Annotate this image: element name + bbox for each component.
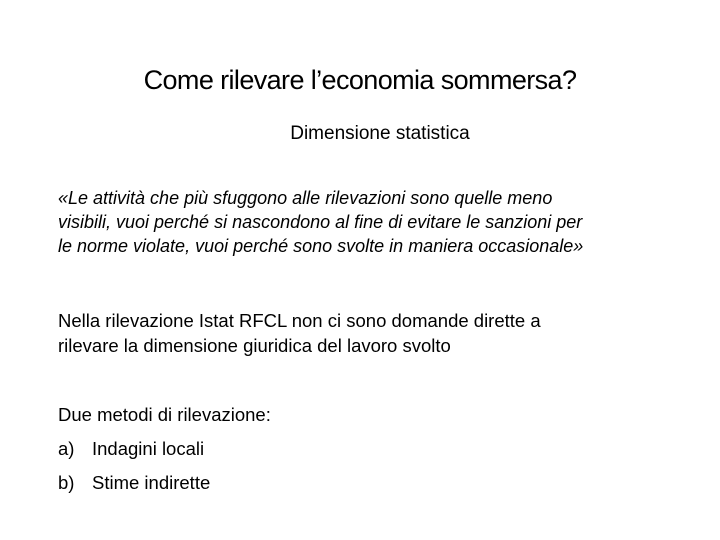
list-marker: b)	[58, 472, 75, 493]
slide-subtitle: Dimensione statistica	[290, 123, 470, 144]
methods-block	[58, 398, 708, 500]
methods-heading: Due metodi di rilevazione:	[58, 404, 271, 425]
paragraph-line: rilevare la dimensione giuridica del lavoro svolto	[58, 335, 451, 356]
paragraph-block	[58, 308, 708, 358]
list-item	[58, 432, 708, 466]
paragraph-line: Nella rilevazione Istat RFCL non ci sono domande dirette a	[58, 310, 541, 331]
quote-line: visibili, vuoi perché si nascondono al fine di evitare le sanzioni per	[58, 212, 583, 232]
list-marker: a)	[58, 438, 75, 459]
quote-line: le norme violate, vuoi perché sono svolte in maniera occasionale»	[58, 236, 584, 256]
list-item-text: Stime indirette	[92, 472, 211, 493]
slide-title: Come rilevare l’economia sommersa?	[143, 65, 577, 95]
list-item	[58, 466, 708, 500]
list-item-text: Indagini locali	[92, 438, 205, 459]
quote-block	[58, 186, 708, 258]
quote-line: «Le attività che più sfuggono alle rilevazioni sono quelle meno	[58, 188, 553, 208]
